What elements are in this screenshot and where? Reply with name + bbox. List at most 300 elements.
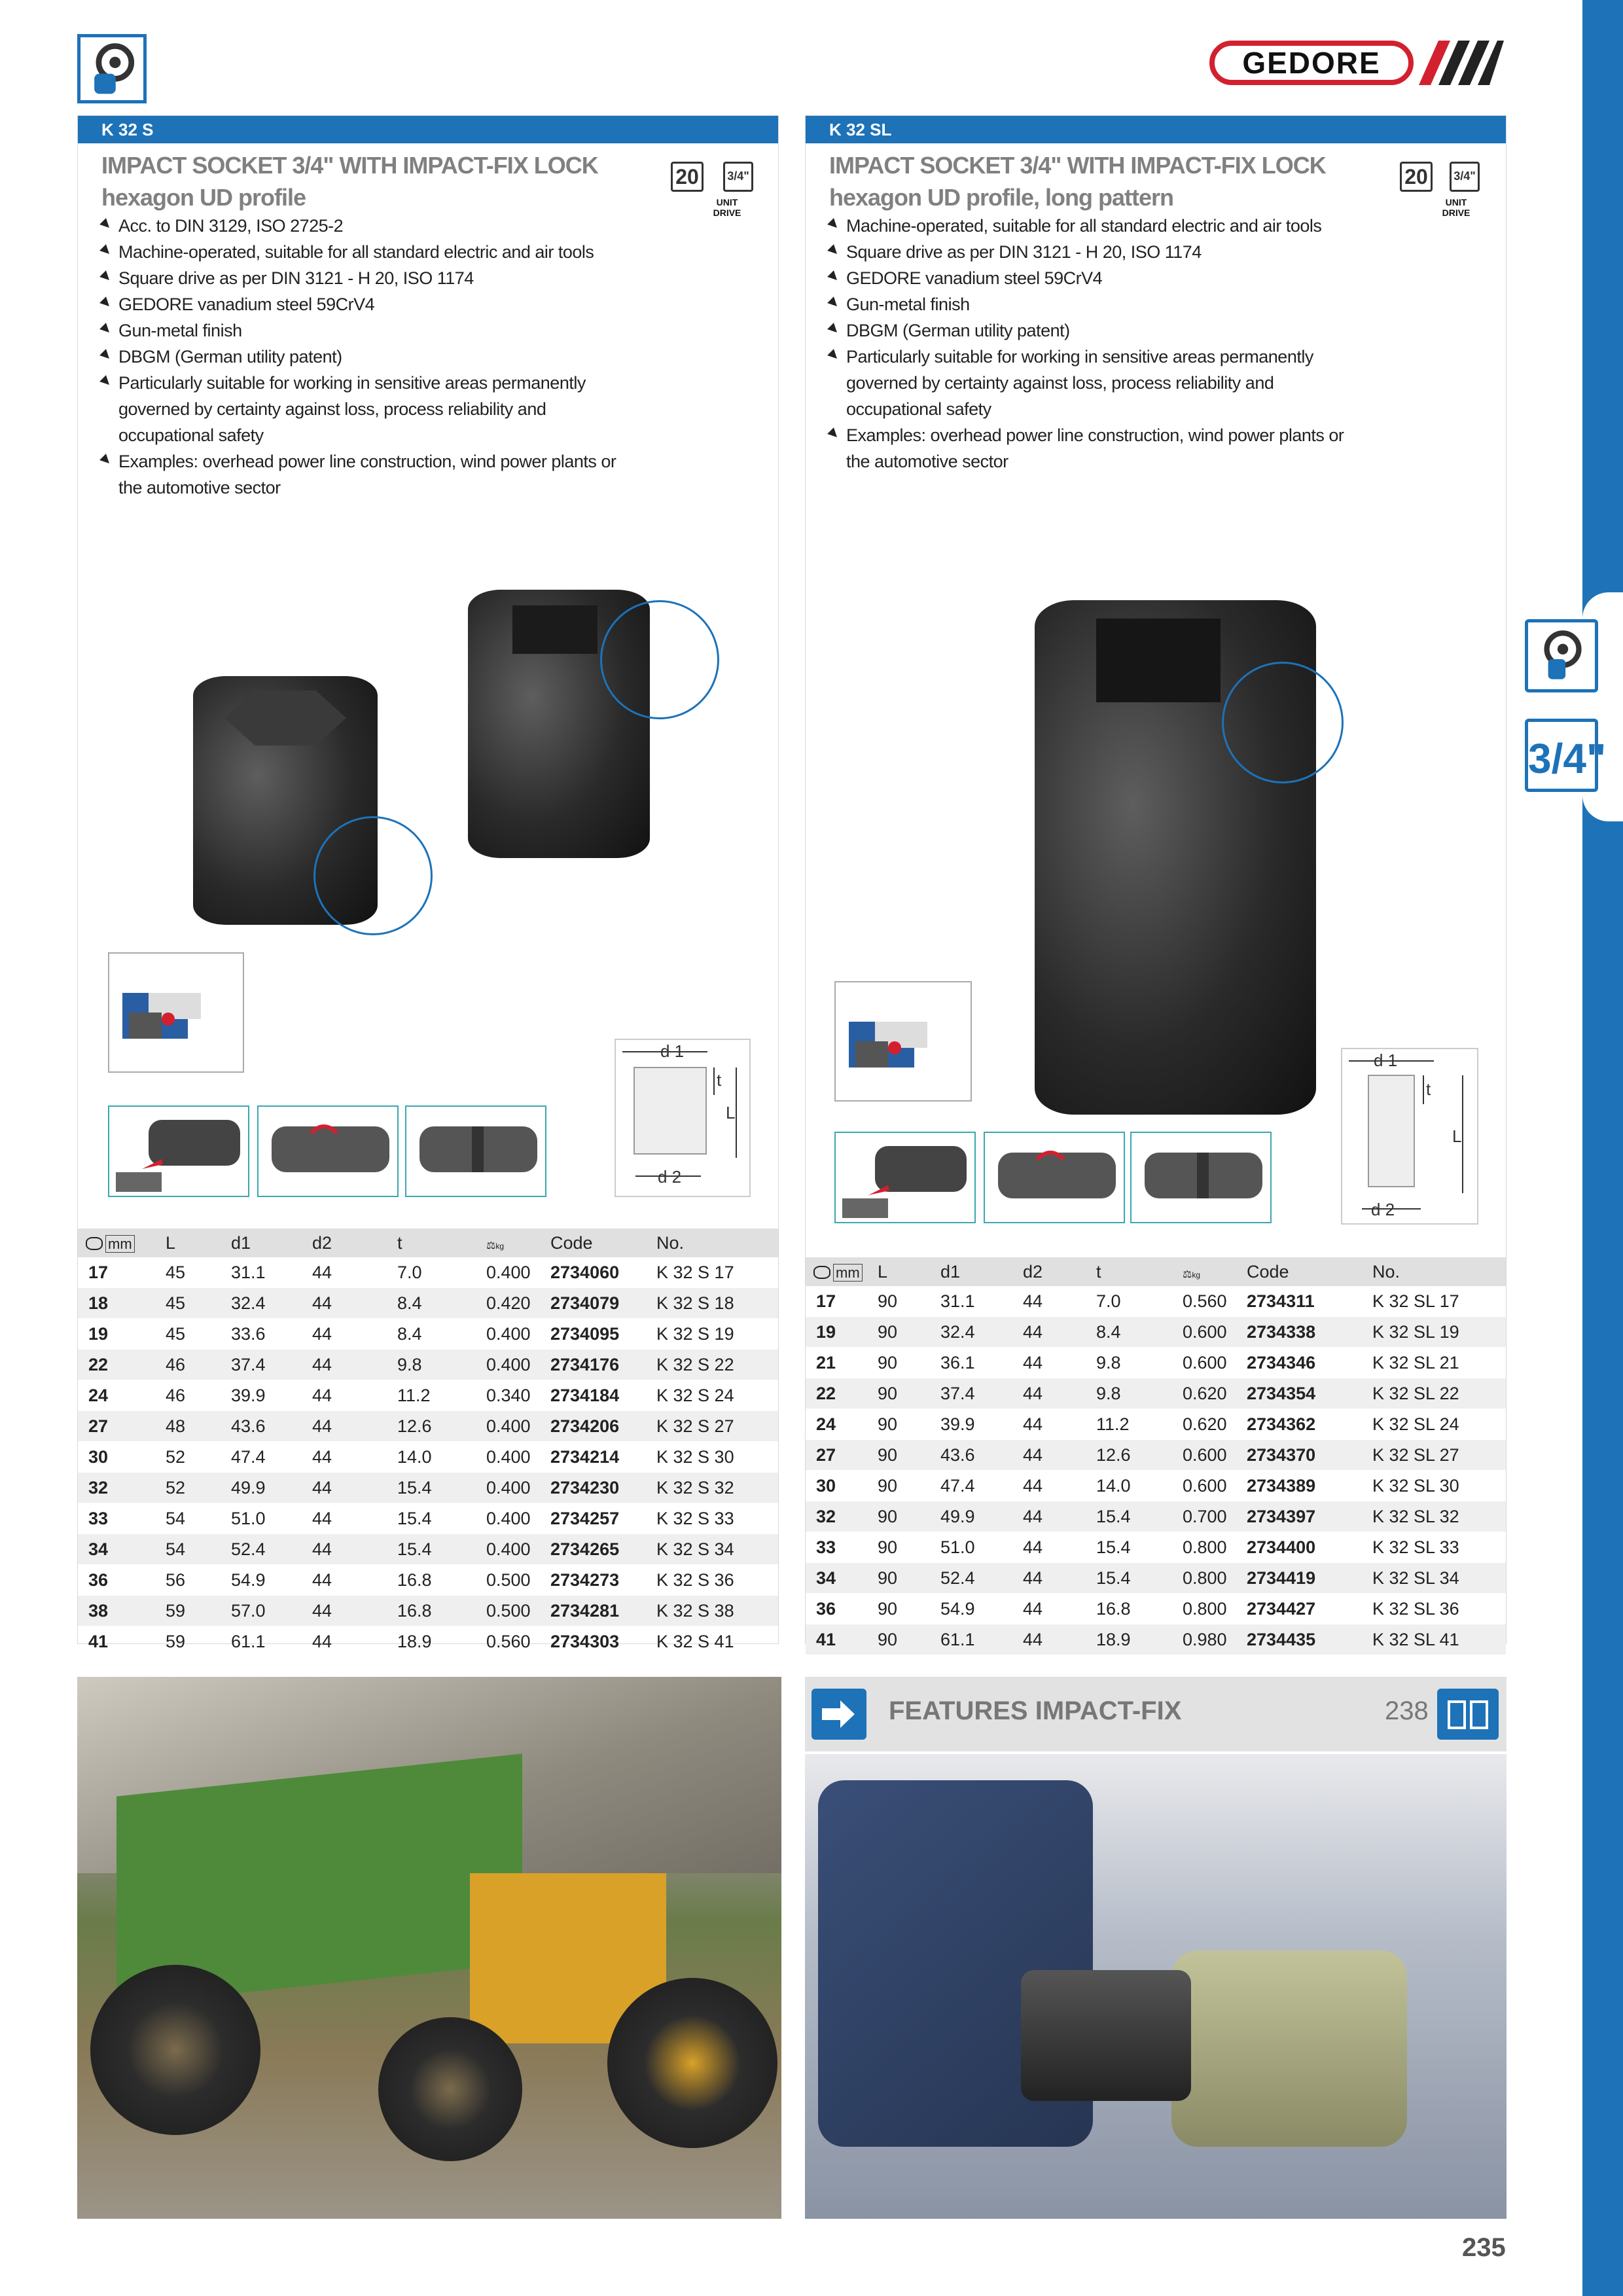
table-cell: 33 xyxy=(806,1532,878,1563)
side-drive-size-icon[interactable] xyxy=(1525,719,1607,792)
feature-item: Square drive as per DIN 3121 - H 20, ISO 1174 xyxy=(101,265,638,291)
col-header-L: L xyxy=(166,1229,231,1257)
table-cell: 0.800 xyxy=(1183,1532,1247,1563)
impact-fix-highlight-circle xyxy=(1222,662,1344,783)
table-cell: 15.4 xyxy=(1096,1532,1183,1563)
table-cell: 45 xyxy=(166,1288,231,1319)
product-title: IMPACT SOCKET 3/4" WITH IMPACT-FIX LOCK xyxy=(101,152,598,179)
table-cell: 34 xyxy=(806,1563,878,1594)
table-cell: 61.1 xyxy=(940,1624,1023,1655)
table-cell: 8.4 xyxy=(1096,1317,1183,1348)
table-cell: 2734303 xyxy=(550,1626,656,1657)
table-cell: 90 xyxy=(878,1532,940,1563)
dimension-drawing xyxy=(1341,1048,1478,1225)
truck-wheel xyxy=(378,2017,522,2161)
col-header-t: t xyxy=(397,1229,486,1257)
cutaway-thumbnail xyxy=(834,981,972,1102)
table-cell: 31.1 xyxy=(940,1286,1023,1317)
table-cell: 15.4 xyxy=(397,1473,486,1503)
feature-item: GEDORE vanadium steel 59CrV4 xyxy=(101,291,638,317)
table-row xyxy=(806,1624,1506,1655)
table-header-row xyxy=(78,1229,778,1257)
table-cell: 36 xyxy=(806,1594,878,1624)
feature-item: Square drive as per DIN 3121 - H 20, ISO 1174 xyxy=(829,239,1366,265)
table-cell: 52.4 xyxy=(940,1563,1023,1594)
table-cell: 44 xyxy=(1023,1563,1096,1594)
table-cell: 12.6 xyxy=(397,1411,486,1442)
col-header-L: L xyxy=(878,1257,940,1286)
table-cell: 59 xyxy=(166,1626,231,1657)
col-header-mm: mm xyxy=(806,1257,878,1286)
table-cell: 16.8 xyxy=(397,1565,486,1596)
table-cell: 51.0 xyxy=(231,1503,312,1534)
table-cell: 0.420 xyxy=(486,1288,550,1319)
drive-fraction-badge: 3/4" xyxy=(1450,162,1480,192)
table-cell: 44 xyxy=(312,1257,397,1288)
table-cell: 90 xyxy=(878,1286,940,1317)
table-cell: 90 xyxy=(878,1317,940,1348)
mounting-step-thumbnail-2 xyxy=(257,1105,399,1197)
side-fraction: 3/4" xyxy=(1528,735,1607,782)
table-row xyxy=(78,1411,778,1442)
table-cell: 0.560 xyxy=(486,1626,550,1657)
table-cell: 0.400 xyxy=(486,1257,550,1288)
table-cell: K 32 S 30 xyxy=(656,1442,778,1473)
table-header-row xyxy=(806,1257,1506,1286)
table-cell: 44 xyxy=(312,1534,397,1565)
feature-item: Machine-operated, suitable for all standard electric and air tools xyxy=(101,239,638,265)
table-cell: 47.4 xyxy=(940,1471,1023,1501)
table-cell: 57.0 xyxy=(231,1596,312,1626)
table-row xyxy=(806,1471,1506,1501)
table-cell: 45 xyxy=(166,1319,231,1350)
table-cell: 33.6 xyxy=(231,1319,312,1350)
table-cell: 15.4 xyxy=(397,1503,486,1534)
truck-wheel xyxy=(90,1965,260,2135)
table-cell: 7.0 xyxy=(397,1257,486,1288)
table-cell: 52.4 xyxy=(231,1534,312,1565)
table-cell: 2734257 xyxy=(550,1503,656,1534)
table-cell: 48 xyxy=(166,1411,231,1442)
mounting-step-thumbnail-2 xyxy=(984,1132,1125,1223)
table-cell: K 32 SL 34 xyxy=(1372,1563,1506,1594)
spec-table xyxy=(806,1257,1506,1655)
product-code-header: K 32 S xyxy=(78,116,778,143)
impact-fix-highlight-circle xyxy=(313,816,433,935)
table-cell: 0.400 xyxy=(486,1319,550,1350)
table-cell: 54 xyxy=(166,1503,231,1534)
table-cell: 44 xyxy=(312,1565,397,1596)
table-cell: 32.4 xyxy=(231,1288,312,1319)
dim-L-label: L xyxy=(726,1103,736,1122)
table-cell: 15.4 xyxy=(1096,1563,1183,1594)
gedore-logo: GEDORE xyxy=(1209,41,1414,85)
table-row xyxy=(78,1319,778,1350)
table-row xyxy=(806,1594,1506,1624)
table-cell: 49.9 xyxy=(231,1473,312,1503)
dim-d1-label: d 1 xyxy=(660,1041,685,1061)
col-header-no: No. xyxy=(656,1229,778,1257)
col-header-d2: d2 xyxy=(312,1229,397,1257)
table-cell: 44 xyxy=(1023,1471,1096,1501)
product-code-header: K 32 SL xyxy=(806,116,1506,143)
loader-wheel xyxy=(607,1978,777,2148)
table-cell: 18.9 xyxy=(397,1626,486,1657)
table-cell: 61.1 xyxy=(231,1626,312,1657)
table-cell: K 32 S 24 xyxy=(656,1380,778,1411)
table-cell: 90 xyxy=(878,1471,940,1501)
impact-fix-highlight-circle xyxy=(600,600,719,719)
table-cell: 46 xyxy=(166,1350,231,1380)
drive-size-badge: 20 xyxy=(1400,162,1433,192)
feature-item: DBGM (German utility patent) xyxy=(101,344,638,370)
table-cell: 2734095 xyxy=(550,1319,656,1350)
table-cell: 44 xyxy=(1023,1409,1096,1440)
col-header-code: Code xyxy=(1247,1257,1372,1286)
table-cell: 54 xyxy=(166,1534,231,1565)
spec-table xyxy=(78,1229,778,1657)
table-cell: 90 xyxy=(878,1594,940,1624)
table-cell: K 32 SL 30 xyxy=(1372,1471,1506,1501)
product-subtitle: hexagon UD profile, long pattern xyxy=(829,184,1174,211)
table-cell: K 32 S 27 xyxy=(656,1411,778,1442)
table-cell: 36.1 xyxy=(940,1348,1023,1378)
feature-item: Gun-metal finish xyxy=(101,317,638,344)
table-cell: 59 xyxy=(166,1596,231,1626)
table-cell: 44 xyxy=(312,1626,397,1657)
table-cell: 44 xyxy=(312,1319,397,1350)
table-cell: 44 xyxy=(1023,1348,1096,1378)
table-cell: 44 xyxy=(312,1473,397,1503)
table-cell: K 32 SL 19 xyxy=(1372,1317,1506,1348)
unit-drive-icon: UNIT DRIVE xyxy=(713,197,741,218)
table-cell: 90 xyxy=(878,1563,940,1594)
table-cell: 2734265 xyxy=(550,1534,656,1565)
table-cell: 2734389 xyxy=(1247,1471,1372,1501)
table-cell: 24 xyxy=(78,1380,166,1411)
table-cell: 0.400 xyxy=(486,1442,550,1473)
table-cell: K 32 S 41 xyxy=(656,1626,778,1657)
product-column-k32s xyxy=(77,115,779,1651)
table-cell: 2734338 xyxy=(1247,1317,1372,1348)
dim-d2-label: d 2 xyxy=(658,1167,682,1187)
table-row xyxy=(78,1380,778,1411)
table-cell: 0.400 xyxy=(486,1534,550,1565)
table-cell: 0.800 xyxy=(1183,1563,1247,1594)
table-cell: 43.6 xyxy=(231,1411,312,1442)
table-cell: K 32 S 22 xyxy=(656,1350,778,1380)
table-cell: K 32 SL 17 xyxy=(1372,1286,1506,1317)
table-cell: 43.6 xyxy=(940,1440,1023,1471)
table-cell: 21 xyxy=(806,1348,878,1378)
book-icon xyxy=(1437,1689,1499,1740)
col-header-d1: d1 xyxy=(231,1229,312,1257)
table-cell: 0.400 xyxy=(486,1503,550,1534)
table-cell: 9.8 xyxy=(1096,1378,1183,1409)
table-cell: 56 xyxy=(166,1565,231,1596)
table-row xyxy=(78,1534,778,1565)
feature-item: Acc. to DIN 3129, ISO 2725-2 xyxy=(101,213,638,239)
drive-fraction-badge: 3/4" xyxy=(723,162,753,192)
dim-t-label: t xyxy=(1426,1079,1431,1099)
table-row xyxy=(806,1409,1506,1440)
table-cell: 27 xyxy=(806,1440,878,1471)
arrow-right-icon xyxy=(812,1689,866,1740)
table-cell: 46 xyxy=(166,1380,231,1411)
table-cell: 44 xyxy=(312,1596,397,1626)
gedore-logo-stripes xyxy=(1419,41,1504,85)
table-cell: 51.0 xyxy=(940,1532,1023,1563)
table-cell: 2734176 xyxy=(550,1350,656,1380)
table-cell: 32 xyxy=(78,1473,166,1503)
scale-icon: ⚖ xyxy=(486,1240,496,1251)
table-cell: 44 xyxy=(312,1350,397,1380)
feature-list xyxy=(101,213,638,501)
unit-drive-icon: UNIT DRIVE xyxy=(1442,197,1471,218)
dim-d1-label: d 1 xyxy=(1374,1050,1398,1070)
table-cell: 90 xyxy=(878,1440,940,1471)
table-cell: 15.4 xyxy=(1096,1501,1183,1532)
col-header-code: Code xyxy=(550,1229,656,1257)
table-cell: 90 xyxy=(878,1378,940,1409)
table-row xyxy=(78,1565,778,1596)
table-cell: 2734400 xyxy=(1247,1532,1372,1563)
ratchet-category-icon xyxy=(77,34,147,103)
cutaway-thumbnail xyxy=(108,952,244,1073)
table-row xyxy=(806,1378,1506,1409)
features-link-bar[interactable] xyxy=(805,1677,1507,1751)
table-cell: 2734206 xyxy=(550,1411,656,1442)
table-cell: 19 xyxy=(78,1319,166,1350)
table-row xyxy=(806,1286,1506,1317)
table-cell: K 32 SL 21 xyxy=(1372,1348,1506,1378)
table-cell: 14.0 xyxy=(397,1442,486,1473)
table-cell: 52 xyxy=(166,1442,231,1473)
side-ratchet-icon[interactable] xyxy=(1525,619,1598,692)
table-cell: 2734397 xyxy=(1247,1501,1372,1532)
table-cell: 0.620 xyxy=(1183,1378,1247,1409)
table-cell: 44 xyxy=(312,1442,397,1473)
table-cell: 37.4 xyxy=(231,1350,312,1380)
feature-item: Gun-metal finish xyxy=(829,291,1366,317)
table-cell: 16.8 xyxy=(397,1596,486,1626)
table-row xyxy=(78,1442,778,1473)
table-cell: K 32 S 33 xyxy=(656,1503,778,1534)
table-cell: 2734184 xyxy=(550,1380,656,1411)
table-cell: 36 xyxy=(78,1565,166,1596)
table-cell: 32 xyxy=(806,1501,878,1532)
features-link-page: 238 xyxy=(1385,1696,1429,1725)
impact-wrench-photo xyxy=(805,1754,1507,2219)
table-cell: 0.400 xyxy=(486,1473,550,1503)
drive-size-badge: 20 xyxy=(671,162,704,192)
table-cell: 44 xyxy=(312,1380,397,1411)
table-cell: 15.4 xyxy=(397,1534,486,1565)
feature-item: Machine-operated, suitable for all standard electric and air tools xyxy=(829,213,1366,239)
table-cell: K 32 SL 41 xyxy=(1372,1624,1506,1655)
product-subtitle: hexagon UD profile xyxy=(101,184,306,211)
table-cell: K 32 S 18 xyxy=(656,1288,778,1319)
table-cell: 0.600 xyxy=(1183,1317,1247,1348)
table-row xyxy=(806,1348,1506,1378)
table-cell: 17 xyxy=(78,1257,166,1288)
mounting-step-thumbnail-3 xyxy=(405,1105,546,1197)
table-cell: 31.1 xyxy=(231,1257,312,1288)
table-cell: 16.8 xyxy=(1096,1594,1183,1624)
dim-d2-label: d 2 xyxy=(1371,1200,1395,1219)
square-drive-opening xyxy=(1096,619,1221,702)
table-row xyxy=(806,1532,1506,1563)
table-cell: 0.400 xyxy=(486,1411,550,1442)
table-cell: 44 xyxy=(1023,1378,1096,1409)
table-cell: 2734362 xyxy=(1247,1409,1372,1440)
table-cell: 44 xyxy=(1023,1317,1096,1348)
table-cell: 49.9 xyxy=(940,1501,1023,1532)
feature-item: DBGM (German utility patent) xyxy=(829,317,1366,344)
features-link-label: FEATURES IMPACT-FIX xyxy=(889,1696,1182,1725)
table-row xyxy=(78,1626,778,1657)
table-cell: 8.4 xyxy=(397,1319,486,1350)
table-cell: 2734273 xyxy=(550,1565,656,1596)
col-header-t: t xyxy=(1096,1257,1183,1286)
page-number: 235 xyxy=(1462,2233,1506,2262)
table-cell: 2734311 xyxy=(1247,1286,1372,1317)
table-row xyxy=(78,1503,778,1534)
table-cell: 0.620 xyxy=(1183,1409,1247,1440)
square-drive-opening xyxy=(512,605,597,654)
table-cell: K 32 S 17 xyxy=(656,1257,778,1288)
side-tab xyxy=(1582,0,1623,2296)
table-cell: K 32 S 32 xyxy=(656,1473,778,1503)
table-cell: 19 xyxy=(806,1317,878,1348)
table-cell: 11.2 xyxy=(1096,1409,1183,1440)
table-cell: 22 xyxy=(806,1378,878,1409)
table-cell: 2734079 xyxy=(550,1288,656,1319)
table-row xyxy=(78,1596,778,1626)
table-cell: 0.600 xyxy=(1183,1440,1247,1471)
table-cell: 0.700 xyxy=(1183,1501,1247,1532)
table-cell: K 32 S 36 xyxy=(656,1565,778,1596)
product-column-k32sl xyxy=(805,115,1507,1649)
table-cell: 44 xyxy=(312,1411,397,1442)
table-cell: 30 xyxy=(78,1442,166,1473)
table-cell: 37.4 xyxy=(940,1378,1023,1409)
table-cell: K 32 S 34 xyxy=(656,1534,778,1565)
table-cell: 44 xyxy=(1023,1532,1096,1563)
col-header-weight: ⚖kg xyxy=(1183,1257,1247,1286)
table-row xyxy=(806,1317,1506,1348)
feature-item: Particularly suitable for working in sensitive areas permanently governed by certainty against loss, process reliability and occupational safety xyxy=(829,344,1366,422)
table-cell: 9.8 xyxy=(397,1350,486,1380)
table-row xyxy=(806,1440,1506,1471)
table-cell: 0.400 xyxy=(486,1350,550,1380)
table-cell: 2734370 xyxy=(1247,1440,1372,1471)
mounting-step-thumbnail-3 xyxy=(1130,1132,1272,1223)
table-row xyxy=(78,1288,778,1319)
table-cell: 52 xyxy=(166,1473,231,1503)
quarry-truck-photo xyxy=(77,1677,781,2219)
table-cell: 38 xyxy=(78,1596,166,1626)
table-cell: 11.2 xyxy=(397,1380,486,1411)
table-cell: 0.800 xyxy=(1183,1594,1247,1624)
table-cell: 47.4 xyxy=(231,1442,312,1473)
table-row xyxy=(806,1563,1506,1594)
table-cell: 22 xyxy=(78,1350,166,1380)
feature-item: Particularly suitable for working in sensitive areas permanently governed by certainty against loss, process reliability and occupational safety xyxy=(101,370,638,448)
table-cell: K 32 S 38 xyxy=(656,1596,778,1626)
table-cell: 44 xyxy=(1023,1501,1096,1532)
table-cell: 39.9 xyxy=(940,1409,1023,1440)
table-cell: 90 xyxy=(878,1348,940,1378)
table-cell: 24 xyxy=(806,1409,878,1440)
table-cell: 0.340 xyxy=(486,1380,550,1411)
table-cell: 7.0 xyxy=(1096,1286,1183,1317)
socket-on-wrench xyxy=(1021,1970,1191,2101)
table-cell: 54.9 xyxy=(940,1594,1023,1624)
table-cell: 39.9 xyxy=(231,1380,312,1411)
table-cell: 44 xyxy=(1023,1286,1096,1317)
table-cell: 12.6 xyxy=(1096,1440,1183,1471)
table-cell: 0.600 xyxy=(1183,1348,1247,1378)
table-row xyxy=(78,1257,778,1288)
table-cell: 2734230 xyxy=(550,1473,656,1503)
table-cell: 44 xyxy=(312,1503,397,1534)
mounting-step-thumbnail-1 xyxy=(834,1132,976,1223)
table-cell: 18.9 xyxy=(1096,1624,1183,1655)
table-cell: 54.9 xyxy=(231,1565,312,1596)
table-cell: 0.600 xyxy=(1183,1471,1247,1501)
table-cell: 2734346 xyxy=(1247,1348,1372,1378)
dimension-drawing xyxy=(615,1039,751,1197)
table-cell: 2734281 xyxy=(550,1596,656,1626)
col-header-weight: ⚖kg xyxy=(486,1229,550,1257)
table-cell: 0.560 xyxy=(1183,1286,1247,1317)
table-row xyxy=(806,1501,1506,1532)
product-title: IMPACT SOCKET 3/4" WITH IMPACT-FIX LOCK xyxy=(829,152,1326,179)
table-cell: 90 xyxy=(878,1501,940,1532)
table-cell: K 32 SL 24 xyxy=(1372,1409,1506,1440)
table-cell: 44 xyxy=(1023,1440,1096,1471)
dim-L-label: L xyxy=(1452,1126,1462,1146)
table-cell: 2734419 xyxy=(1247,1563,1372,1594)
feature-item: GEDORE vanadium steel 59CrV4 xyxy=(829,265,1366,291)
feature-item: Examples: overhead power line construction, wind power plants or the automotive sector xyxy=(101,448,638,501)
table-cell: 2734354 xyxy=(1247,1378,1372,1409)
table-cell: K 32 SL 33 xyxy=(1372,1532,1506,1563)
table-cell: K 32 S 19 xyxy=(656,1319,778,1350)
table-cell: 44 xyxy=(1023,1594,1096,1624)
table-cell: 14.0 xyxy=(1096,1471,1183,1501)
col-header-mm: mm xyxy=(78,1229,166,1257)
table-cell: K 32 SL 22 xyxy=(1372,1378,1506,1409)
table-row xyxy=(78,1473,778,1503)
table-cell: 9.8 xyxy=(1096,1348,1183,1378)
col-header-no: No. xyxy=(1372,1257,1506,1286)
feature-list xyxy=(829,213,1366,475)
table-cell: 41 xyxy=(78,1626,166,1657)
scale-icon: ⚖ xyxy=(1183,1268,1192,1280)
table-row xyxy=(78,1350,778,1380)
table-cell: 44 xyxy=(312,1288,397,1319)
col-header-d1: d1 xyxy=(940,1257,1023,1286)
table-cell: 17 xyxy=(806,1286,878,1317)
table-cell: 18 xyxy=(78,1288,166,1319)
table-cell: 41 xyxy=(806,1624,878,1655)
table-cell: K 32 SL 27 xyxy=(1372,1440,1506,1471)
table-cell: K 32 SL 36 xyxy=(1372,1594,1506,1624)
table-cell: 45 xyxy=(166,1257,231,1288)
table-cell: 30 xyxy=(806,1471,878,1501)
